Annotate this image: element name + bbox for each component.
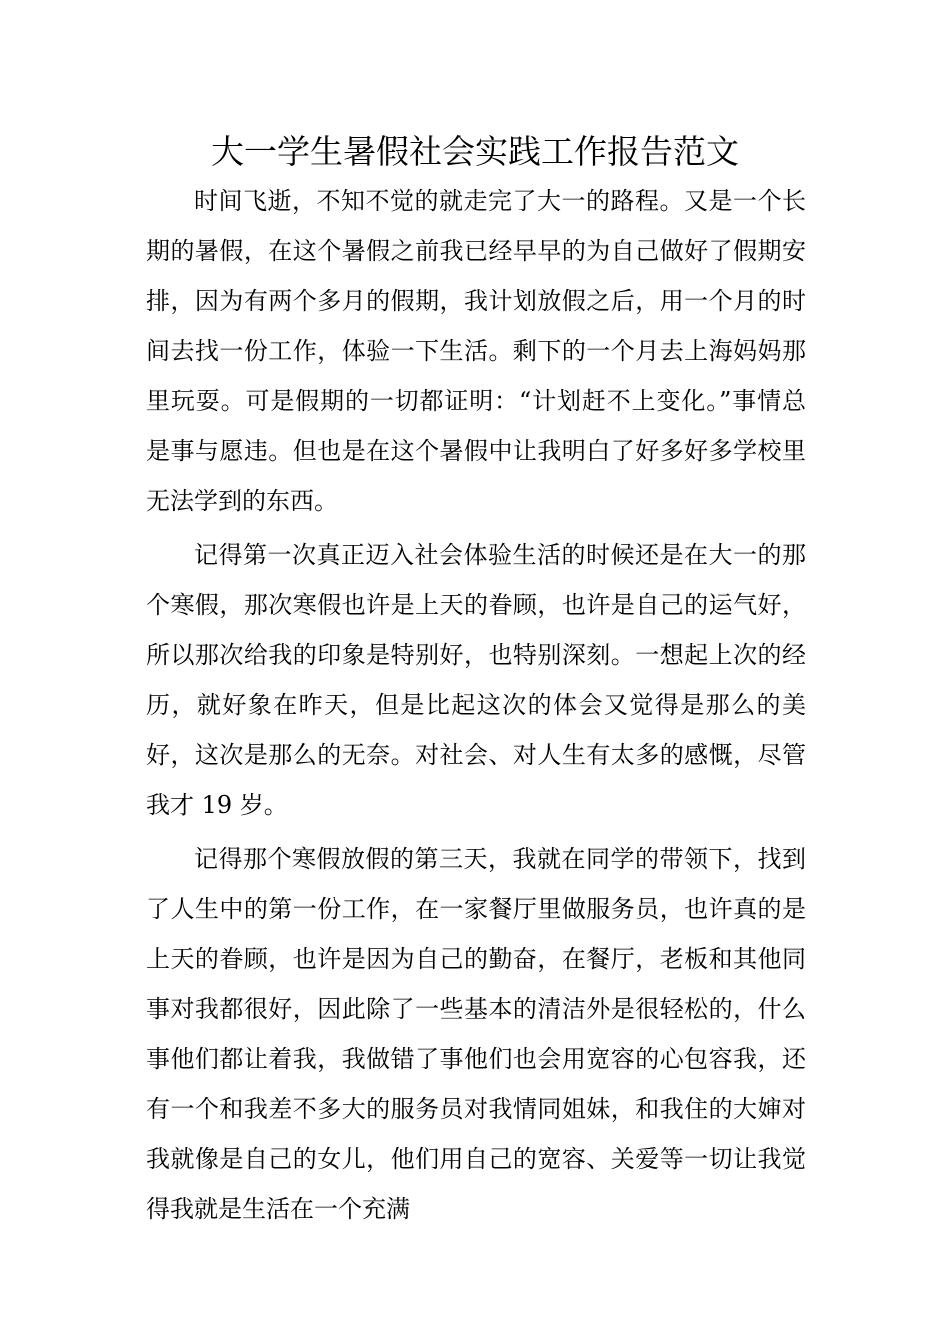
- paragraph-3: 记得那个寒假放假的第三天，我就在同学的带领下，找到了人生中的第一份工作，在一家餐厅里做服务员，也许真的是上天的眷顾，也许是因为自己的勤奋，在餐厅，老板和其他同事对我都很好，因此除了一些基本的清洁外是很轻松的，什么事他们都让着我，我做错了事他们也会用宽容的心包容我，还有一个和我差不多大的服务员对我情同姐妹，和我住的大婶对我就像是自己的女儿，他们用自己的宽容、关爱等一切让我觉得我就是生活在一个充满: [146, 845, 806, 1223]
- document-title: 大一学生暑假社会实践工作报告范文: [211, 132, 739, 171]
- paragraph-1: 时间飞逝，不知不觉的就走完了大一的路程。又是一个长期的暑假，在这个暑假之前我已经早早的为自己做好了假期安排，因为有两个多月的假期，我计划放假之后，用一个月的时间去找一份工作，体验一下生活。剩下的一个月去上海妈妈那里玩耍。可是假期的一切都证明：“计划赶不上变化。”事情总是事与愿违。但也是在这个暑假中让我明白了好多好多学校里无法学到的东西。: [146, 187, 806, 515]
- paragraph-2: 记得第一次真正迈入社会体验生活的时候还是在大一的那个寒假，那次寒假也许是上天的眷顾，也许是自己的运气好，所以那次给我的印象是特别好，也特别深刻。一想起上次的经历，就好象在昨天，但是比起这次的体会又觉得是那么的美好，这次是那么的无奈。对社会、对人生有太多的感慨，尽管我才 19 岁。: [146, 541, 806, 819]
- document-body: [146, 176, 806, 1234]
